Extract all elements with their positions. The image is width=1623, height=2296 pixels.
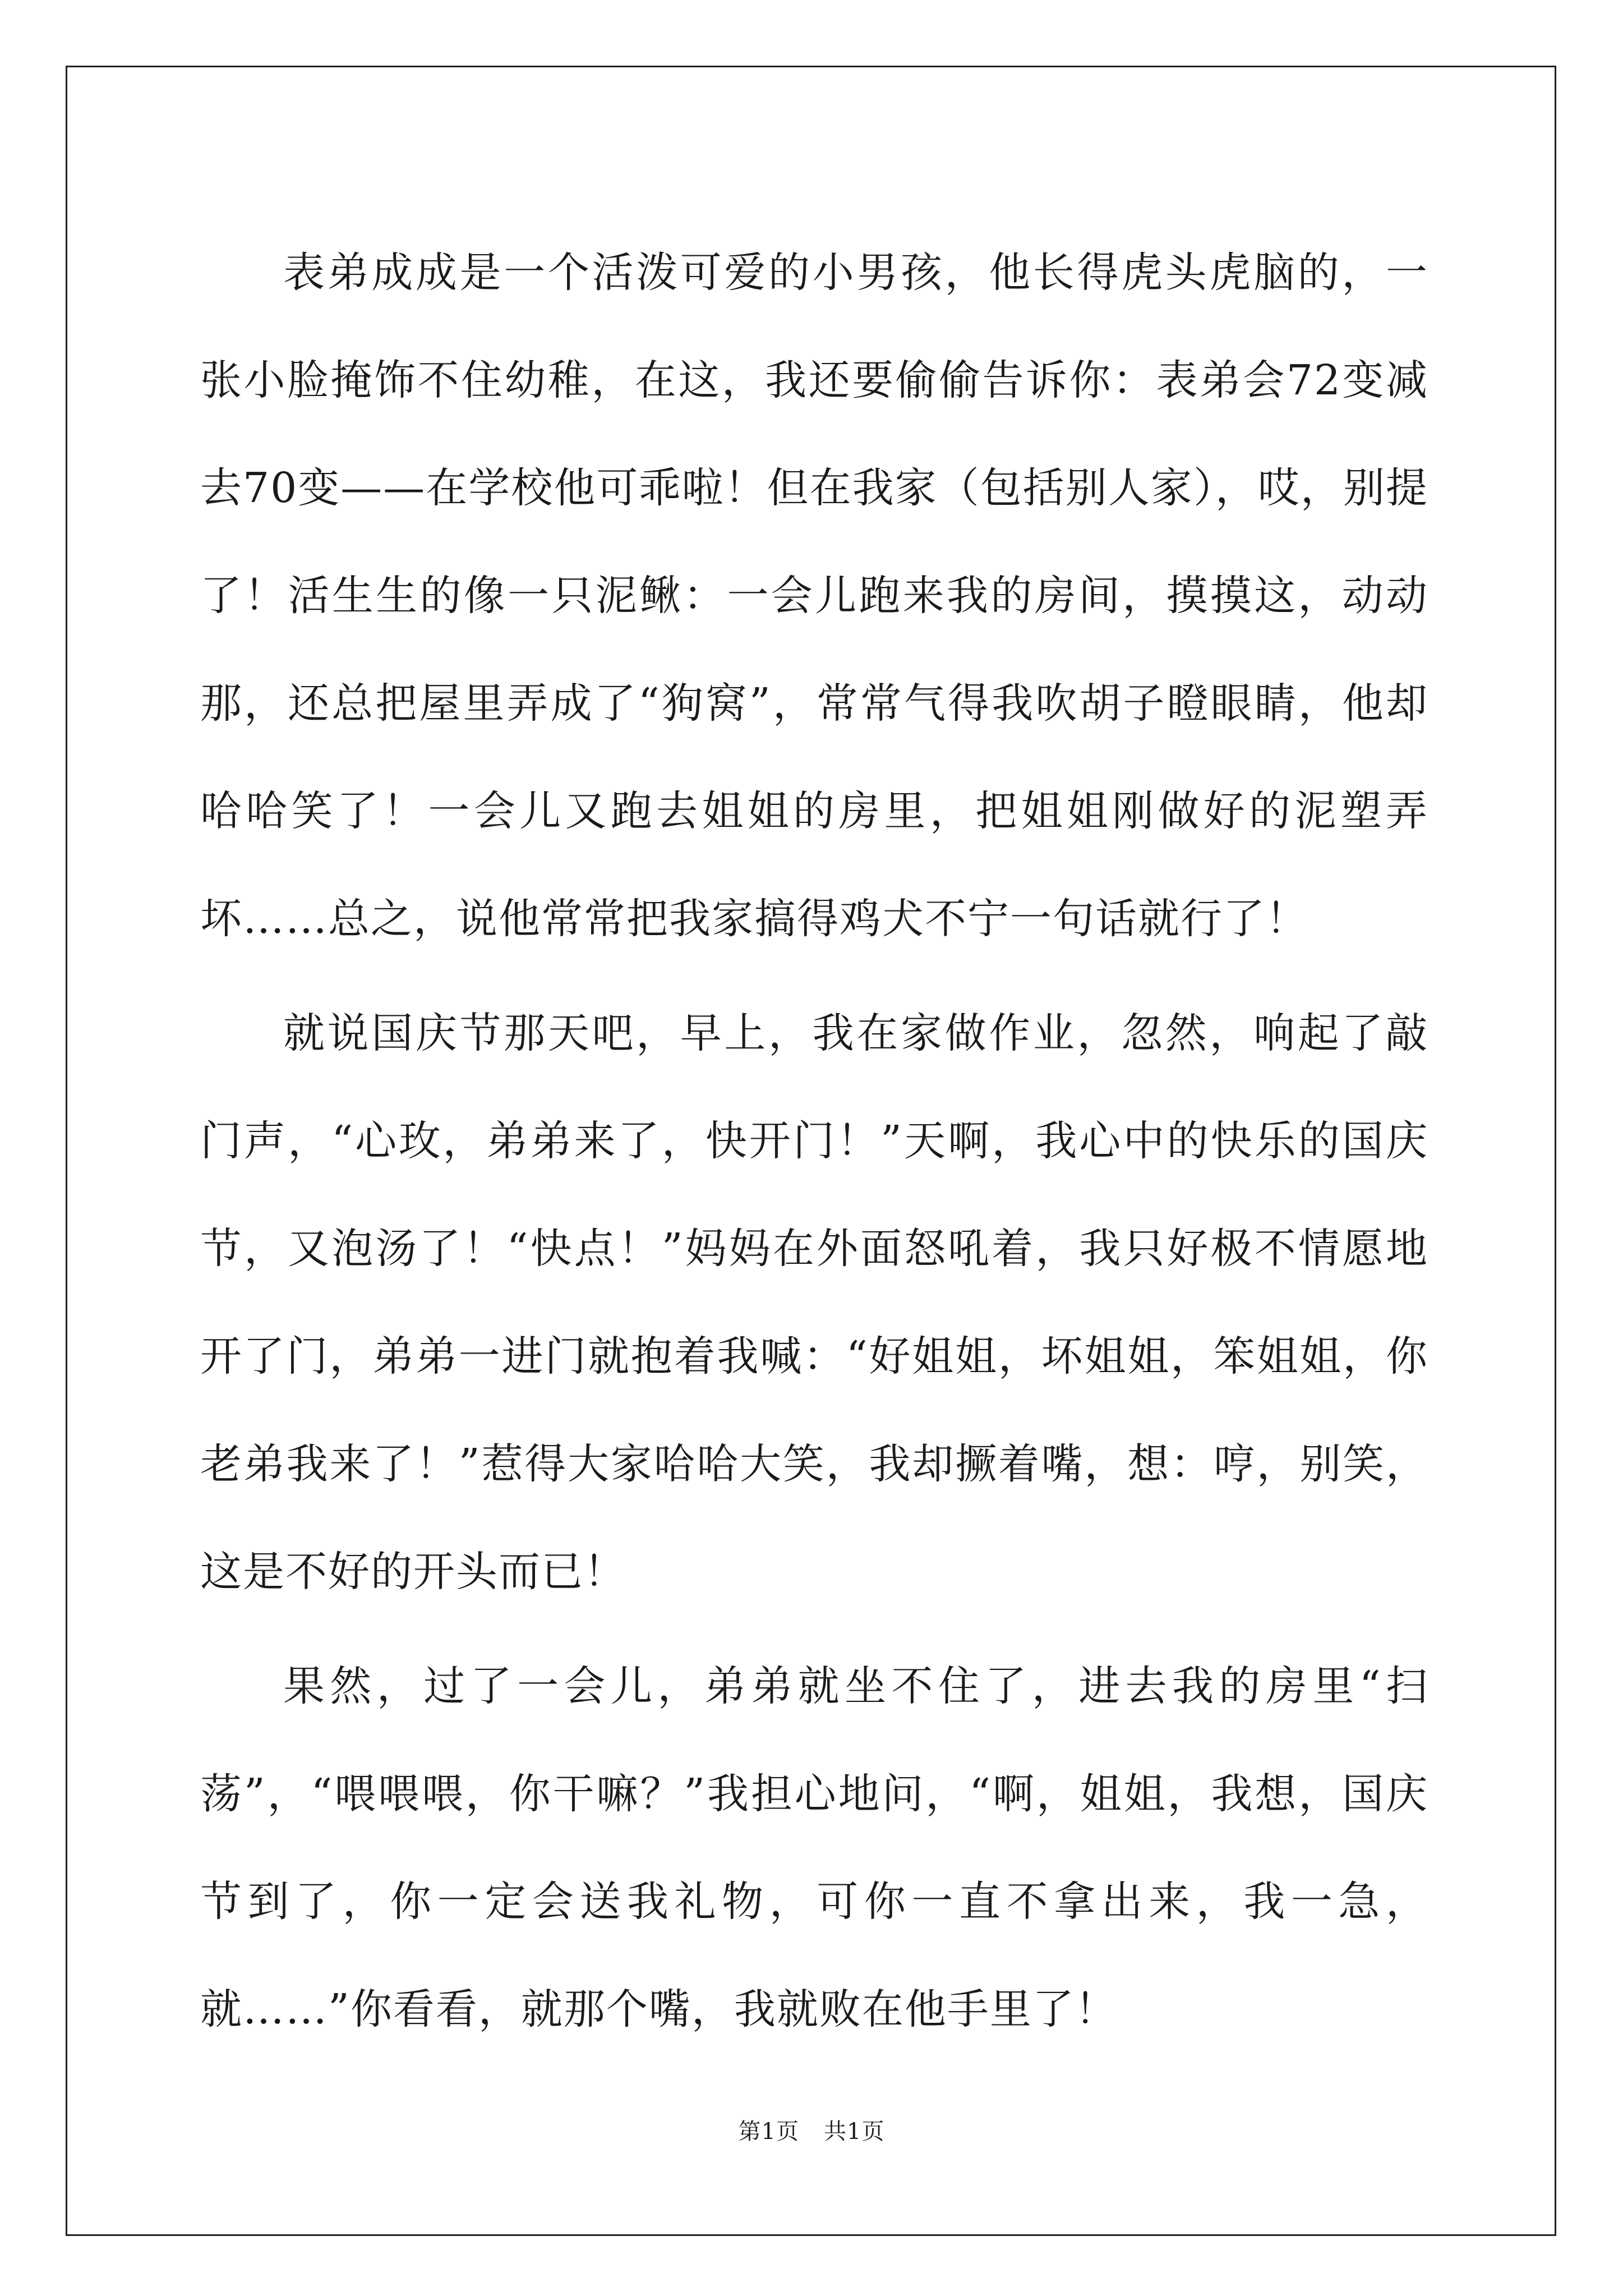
page-total: 共1页 — [824, 2119, 885, 2145]
paragraph-1: 表弟成成是一个活泼可爱的小男孩，他长得虎头虎脑的，一张小脸掩饰不住幼稚，在这，我还要偷偷告诉你：表弟会72变减去70变——在学校他可乖啦！但在我家（包括别人家），哎，别提了！活生生的像一只泥鳅：一会儿跑来我的房间，摸摸这，动动那，还总把屋里弄成了“狗窝”，常常气得我吹胡子瞪眼睛，他却哈哈笑了！一会儿又跑去姐姐的房里，把姐姐刚做好的泥塑弄坏……总之，说他常常把我家搞得鸡犬不宁一句话就行了！ — [200, 249, 1428, 943]
paragraph-2: 就说国庆节那天吧，早上，我在家做作业，忽然，响起了敲门声，“心玫，弟弟来了，快开门！”天啊，我心中的快乐的国庆节，又泡汤了！“快点！”妈妈在外面怒吼着，我只好极不情愿地开了门，弟弟一进门就抱着我喊：“好姐姐，坏姐姐，笨姐姐，你老弟我来了！”惹得大家哈哈大笑，我却撅着嘴，想：哼，别笑，这是不好的开头而已！ — [200, 1009, 1428, 1596]
page-number: 第1页 — [738, 2119, 799, 2145]
page-footer — [0, 2118, 1623, 2146]
document-body — [200, 219, 1428, 2063]
paragraph-3: 果然，过了一会儿，弟弟就坐不住了，进去我的房里“扫荡”，“喂喂喂，你干嘛？”我担心地问，“啊，姐姐，我想，国庆节到了，你一定会送我礼物，可你一直不拿出来，我一急，就……”你看看，就那个嘴，我就败在他手里了！ — [200, 1662, 1428, 2033]
